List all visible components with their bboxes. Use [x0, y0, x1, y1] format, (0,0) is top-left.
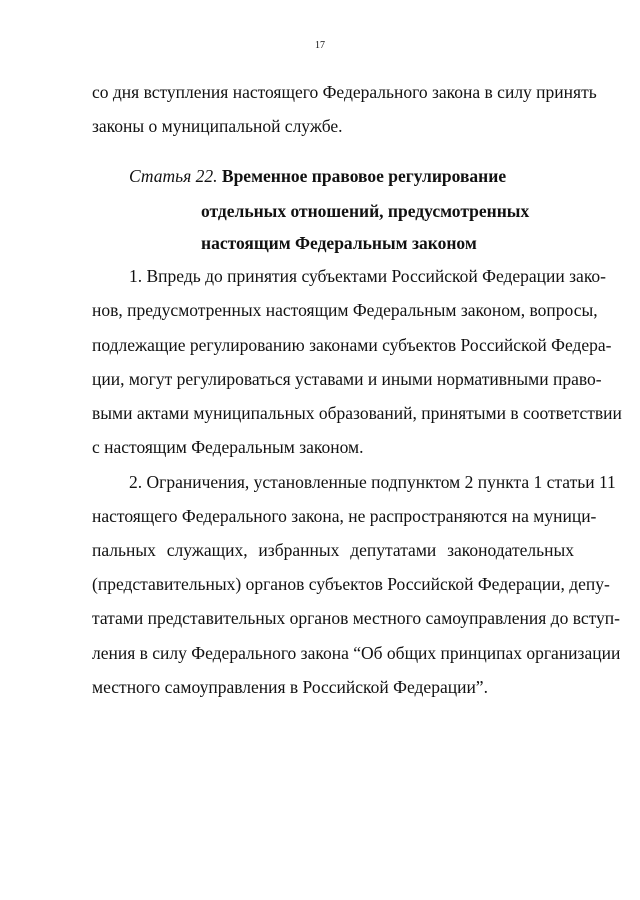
article-heading-line-1 [129, 164, 506, 188]
article-title-line-3: настоящим Федеральным законом [201, 233, 477, 253]
paragraph-1-line-4: ции, могут регулироваться уставами и иными нормативными право- [92, 369, 602, 389]
paragraph-1-line-3: подлежащие регулированию законами субъектов Российской Федера- [92, 335, 612, 355]
article-title-line-1: Временное правовое регулирование [221, 166, 507, 186]
article-label: Статья 22. [129, 166, 218, 186]
intro-line-1: со дня вступления настоящего Федерального закона в силу принять [92, 82, 597, 102]
paragraph-1-line-1: 1. Впредь до принятия субъектами Российской Федерации зако- [129, 266, 607, 286]
intro-line-2: законы о муниципальной службе. [92, 116, 343, 136]
page-number: 17 [315, 40, 325, 51]
paragraph-2-line-4: (представительных) органов субъектов Российской Федерации, депу- [92, 574, 610, 594]
article-title-line-2: отдельных отношений, предусмотренных [201, 201, 530, 221]
paragraph-2-line-6: ления в силу Федерального закона “Об общих принципах организации [92, 643, 621, 663]
paragraph-2-line-1: 2. Ограничения, установленные подпунктом 2 пункта 1 статьи 11 [129, 472, 616, 492]
paragraph-1-line-5: выми актами муниципальных образований, принятыми в соответствии [92, 403, 622, 423]
paragraph-1-line-6: с настоящим Федеральным законом. [92, 437, 364, 457]
paragraph-2-line-7: местного самоуправления в Российской Федерации”. [92, 677, 488, 697]
paragraph-1-line-2: нов, предусмотренных настоящим Федеральным законом, вопросы, [92, 300, 598, 320]
paragraph-2-line-5: татами представительных органов местного самоуправления до вступ- [92, 608, 620, 628]
paragraph-2-line-3: пальных служащих, избранных депутатами законодательных [92, 540, 574, 560]
paragraph-2-line-2: настоящего Федерального закона, не распространяются на муници- [92, 506, 597, 526]
